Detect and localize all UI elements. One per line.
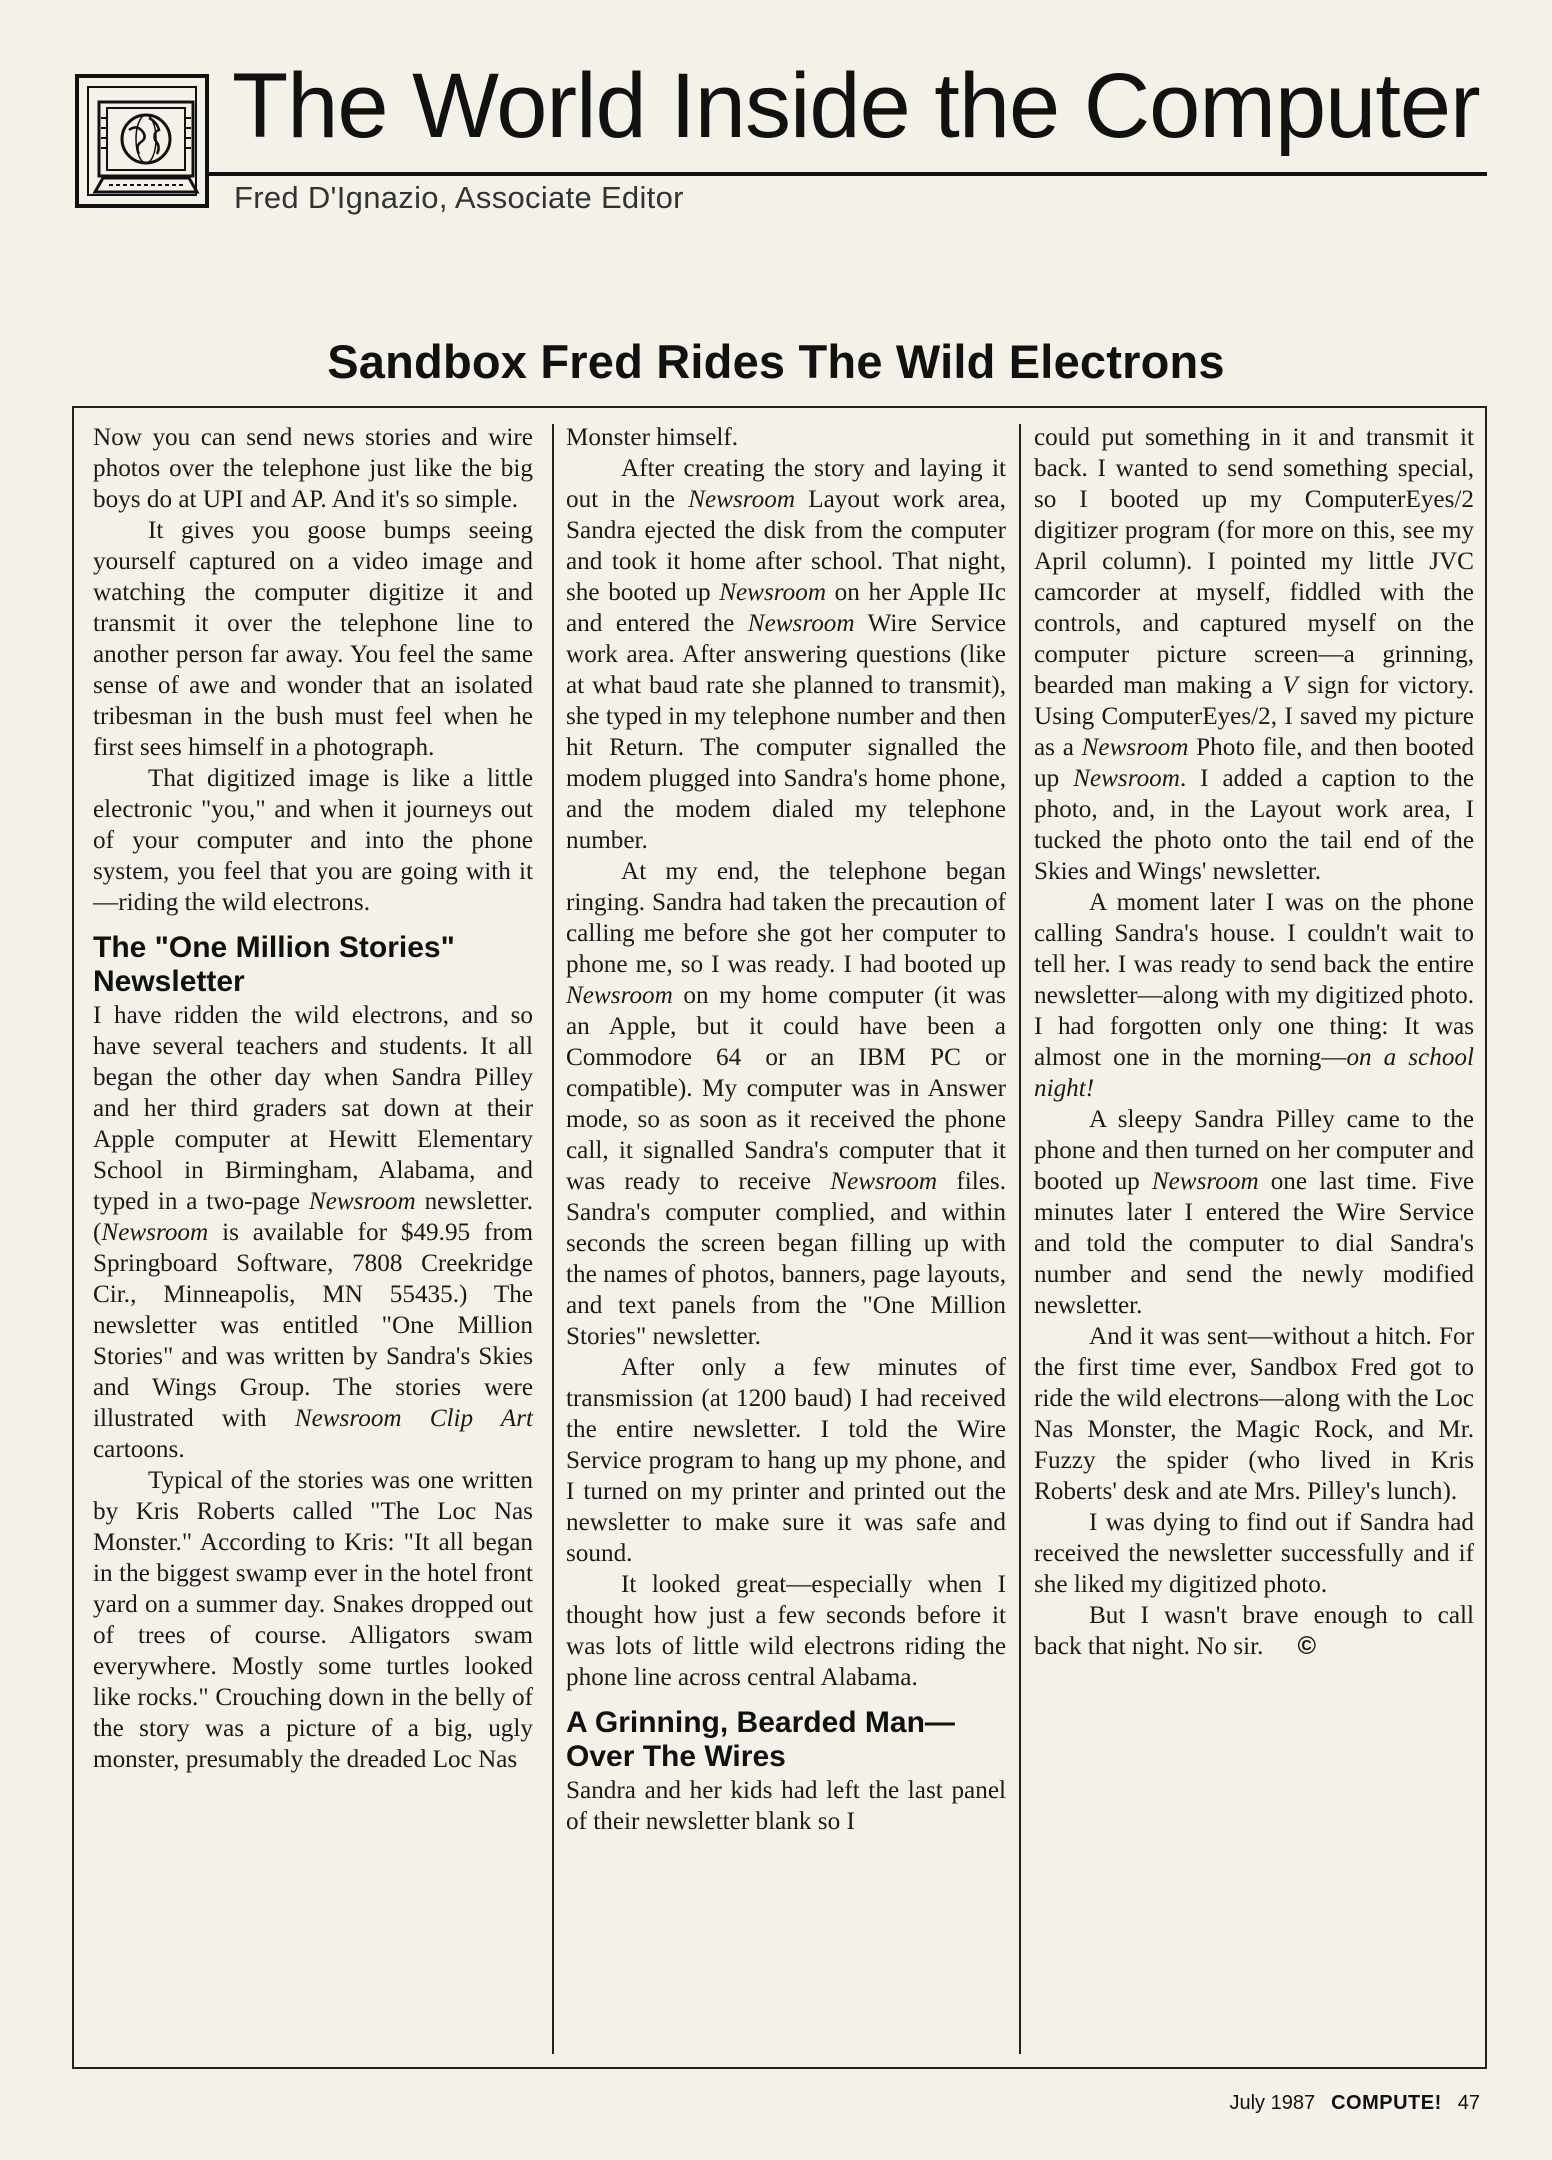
paragraph: I was dying to find out if Sandra had received the newsletter successfully and if she liked my digitized photo.: [1034, 1509, 1474, 1598]
text-run: is available for $49.95 from Springboard Software, 7808 Creekridge Cir., Minneapolis, MN 55435.) The newsletter was entitled "One Million Stories" and was written by Sandra's Skies and Wings Group. The stories were illustrated with: [93, 1219, 533, 1432]
text-run: A sleepy Sandra Pilley came to the phone and then turned on her computer and booted up: [1034, 1106, 1474, 1195]
text-run: files. Sandra's computer complied, and within seconds the screen began filling up with the names of photos, banners, page layouts, and text panels from the "One Million Stories" newsletter.: [566, 1168, 1006, 1350]
italic-title: Newsroom: [830, 1168, 938, 1195]
italic-title: Newsroom: [1073, 765, 1180, 792]
text-run: At my end, the telephone began ringing. Sandra had taken the precaution of calling me before she got her computer to phone me, so I was ready. I had booted up: [566, 858, 1006, 978]
italic-title: Newsroom: [747, 610, 855, 637]
paragraph: [1034, 1600, 1474, 1662]
article-title: Sandbox Fred Rides The Wild Electrons: [327, 335, 1225, 388]
section-heading: A Grinning, Bearded Man—Over The Wires: [566, 1706, 955, 1773]
text-run: on her Apple IIc and entered the: [566, 579, 1006, 637]
italic-title: Newsroom: [566, 982, 673, 1009]
article-column-1: [93, 422, 533, 1775]
italic-title: Newsroom: [719, 579, 827, 606]
paragraph: [93, 1000, 533, 1465]
text-run: After creating the story and laying it out in the: [566, 455, 1006, 513]
paragraph: And it was sent—without a hitch. For the first time ever, Sandbox Fred got to ride the wild electrons—along with the Loc Nas Monster, the Magic Rock, and Mr. Fuzzy the spider (who lived in Kris Roberts' desk and ate Mrs. Pilley's lunch).: [1034, 1323, 1474, 1505]
paragraph: [566, 856, 1006, 1352]
column-logo: [75, 74, 209, 208]
text-run: But I wasn't brave enough to call back that night. No sir.: [1034, 1602, 1474, 1660]
text-run: newsletter. (: [93, 1188, 533, 1246]
text-run: A moment later I was on the phone calling Sandra's house. I couldn't wait to tell her. I was ready to send back the entire newsletter—along with my digitized photo. I had forgotten only one thing: It was almost one in the morning—: [1034, 889, 1474, 1071]
italic-title: Newsroom: [1081, 734, 1189, 761]
italic-title: Newsroom: [101, 1219, 209, 1246]
italic-title: Newsroom Clip Art: [294, 1405, 533, 1432]
section-heading: The "One Million Stories" Newsletter: [93, 931, 455, 998]
column-divider: [552, 424, 554, 2054]
paragraph: [1034, 887, 1474, 1104]
magazine-name: COMPUTE!: [1331, 2092, 1442, 2114]
italic-title: Newsroom: [688, 486, 796, 513]
text-run: . I added a caption to the photo, and, in the Layout work area, I tucked the photo onto the tail end of the Skies and Wings' newsletter.: [1034, 765, 1475, 885]
page-number: 47: [1457, 2092, 1480, 2114]
paragraph: Typical of the stories was one written by Kris Roberts called "The Loc Nas Monster." According to Kris: "It all began in the biggest swamp ever in the hotel front yard on a summer day. Snakes dropped out of trees of course. Alligators swam everywhere. Mostly some turtles looked like rocks." Crouching down in the belly of the story was a picture of a big, ugly monster, presumably the dreaded Loc Nas: [93, 1467, 533, 1773]
paragraph: It looked great—especially when I thought how just a few seconds before it was lots of little wild electrons riding the phone line across central Alabama.: [566, 1571, 1006, 1691]
text-run: Wire Service work area. After answering questions (like at what baud rate she planned to transmit), she typed in my telephone number and then hit Return. The computer signalled the modem plugged into Sandra's home phone, and the modem dialed my telephone number.: [566, 610, 1006, 854]
italic-title: Newsroom: [308, 1188, 416, 1215]
logo-frame: [87, 86, 197, 196]
text-run: I have ridden the wild electrons, and so have several teachers and students. It all began the other day when Sandra Pilley and her third graders sat down at their Apple computer at Hewitt Elementary School in Birmingham, Alabama, and typed in a two-page: [93, 1002, 533, 1215]
article-column-2: [566, 422, 1006, 1837]
text-run: one last time. Five minutes later I entered the Wire Service and told the computer to dial Sandra's number and send the newly modified newsletter.: [1034, 1168, 1474, 1319]
paragraph: Now you can send news stories and wire photos over the telephone just like the big boys do at UPI and AP. And it's so simple.: [93, 424, 533, 513]
paragraph: Sandra and her kids had left the last panel of their newsletter blank so I: [566, 1777, 1006, 1835]
paragraph: [566, 453, 1006, 856]
column-title: The World Inside the Computer: [232, 55, 1480, 157]
paragraph: [1034, 422, 1474, 887]
paragraph: That digitized image is like a little electronic "you," and when it journeys out of your computer and into the phone system, you feel that you are going with it—riding the wild electrons.: [93, 765, 533, 916]
column-divider: [1019, 424, 1021, 2054]
paragraph: [1034, 1104, 1474, 1321]
issue-date: July 1987: [1229, 2092, 1316, 2114]
paragraph: It gives you goose bumps seeing yourself captured on a video image and watching the computer digitize it and transmit it over the telephone line to another person far away. You feel the same sense of awe and wonder that an isolated tribesman in the bush must feel when he first sees himself in a photograph.: [93, 517, 533, 761]
text-run: Photo file, and then booted up: [1034, 734, 1474, 792]
italic-letter: V: [1282, 672, 1298, 699]
italic-title: Newsroom: [1151, 1168, 1259, 1195]
text-run: could put something in it and transmit it back. I wanted to send something special, so I booted up my ComputerEyes/2 digitizer program (for more on this, see my April column). I pointed my little JVC camcorder at myself, fiddled with the controls, and captured myself on the computer picture screen—a grinning, bearded man making a: [1034, 424, 1474, 699]
page-footer: [1229, 2092, 1480, 2115]
text-run: sign for victory. Using ComputerEyes/2, I saved my picture as a: [1034, 672, 1474, 761]
column-byline: Fred D'Ignazio, Associate Editor: [234, 180, 684, 215]
article-column-3: [1034, 422, 1474, 1662]
text-run: Layout work area, Sandra ejected the disk from the computer and took it home after school. That night, she booted up: [566, 486, 1006, 606]
paragraph: Monster himself.: [566, 424, 739, 451]
italic-emphasis: on a school night!: [1034, 1044, 1475, 1102]
paragraph: After only a few minutes of transmission (at 1200 baud) I had received the entire newsletter. I told the Wire Service program to hang up my phone, and I turned on my printer and printed out the newsletter to make sure it was safe and sound.: [566, 1354, 1006, 1567]
globe-in-computer-icon: [89, 88, 203, 202]
text-run: cartoons.: [93, 1436, 185, 1463]
text-run: on my home computer (it was an Apple, but it could have been a Commodore 64 or an IBM PC or compatible). My computer was in Answer mode, so as soon as it received the phone call, it signalled Sandra's computer that it was ready to receive: [566, 982, 1006, 1195]
header-rule: [209, 172, 1487, 176]
end-of-article-mark: ©: [1297, 1632, 1317, 1660]
